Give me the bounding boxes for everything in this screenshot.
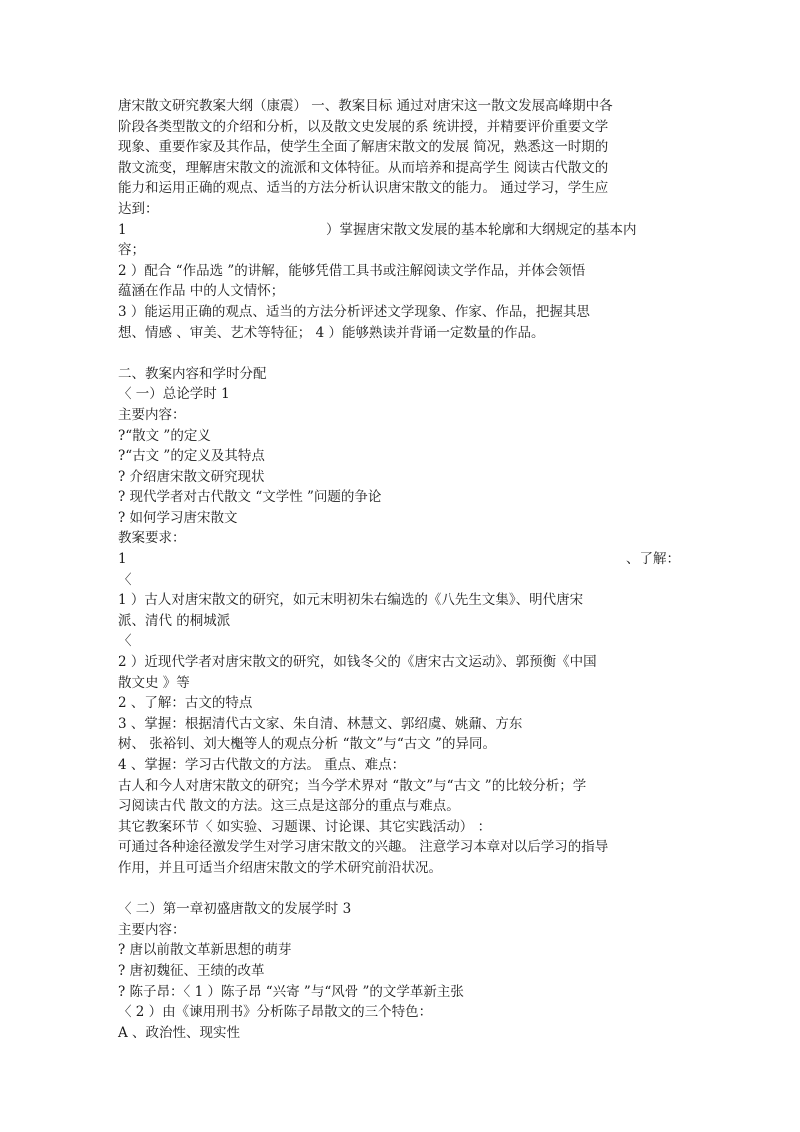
text-line: 〈 (118, 571, 132, 588)
blank-line (118, 343, 680, 364)
text-line: A 、政治性、现实性 (118, 1024, 241, 1041)
text-line: 能力和运用正确的观点、适当的方法分析认识唐宋散文的能力。 通过学习，学生应 (118, 180, 609, 197)
goals-list (118, 220, 680, 344)
text-line: 派、清代 的桐城派 (118, 612, 231, 629)
text-line: 可通过各种途径激发学生对学习唐宋散文的兴趣。 注意学习本章对以后学习的指导 (118, 839, 609, 856)
section-heading: 二、教案内容和学时分配 (118, 365, 267, 382)
text-line: 教案要求： (118, 530, 186, 547)
text-line: 阶段各类型散文的介绍和分析，以及散文史发展的系 统讲授，并精要评价重要文学 (118, 118, 609, 135)
requirement-1-line (118, 549, 680, 570)
text-line: 达到： (118, 200, 159, 217)
text-line: 1 ）古人对唐宋散文的研究，如元末明初朱右编选的《八先生文集》、明代唐宋 (118, 592, 584, 609)
text-line: 容； (118, 242, 145, 259)
text-line: 树、 张裕钊、刘大櫆等人的观点分析 “散文”与“古文 ”的异同。 (118, 736, 496, 753)
list-item: ? 如何学习唐宋散文 (118, 509, 238, 526)
text-line: 4 、掌握：学习古代散文的方法。 重点、难点： (118, 757, 406, 773)
blank-line (118, 879, 680, 900)
goal-1-text: ）掌握唐宋散文发展的基本轮廓和大纲规定的基本内 (326, 221, 637, 238)
text-line: 主要内容： (118, 921, 186, 938)
list-item: ?“古文 ”的定义及其特点 (118, 448, 265, 465)
text-line: 散文史 》等 (118, 674, 190, 691)
list-item: ?“散文 ”的定义 (118, 427, 211, 444)
text-line: 唐宋散文研究教案大纲（康震） 一、教案目标 通过对唐宋这一散文发展高峰期中各 (118, 98, 613, 114)
document-page (118, 96, 680, 1043)
requirement-1-number: 1 (118, 551, 127, 568)
goal-1-number: 1 (118, 221, 127, 238)
text-line: 作用，并且可适当介绍唐宋散文的学术研究前沿状况。 (118, 859, 442, 876)
chapter-1-section (118, 899, 680, 1043)
text-line: 2 ）近现代学者对唐宋散文的研究，如钱冬父的《唐宋古文运动》、郭预衡《中国 (118, 654, 597, 671)
chapter-heading: 〈 二）第一章初盛唐散文的发展学时 3 (118, 901, 352, 918)
text-line: 散文流变，理解唐宋散文的流派和文体特征。从而培养和提高学生 阅读古代散文的 (118, 159, 609, 176)
text-line: 3 ）能运用正确的观点、适当的方法分析评述文学现象、作家、作品，把握其思 (118, 303, 590, 320)
list-item: ? 唐以前散文革新思想的萌芽 (118, 942, 292, 959)
text-line: 蕴涵在作品 中的人文情怀； (118, 283, 285, 300)
list-item: ? 现代学者对古代散文 “文学性 ”问题的争论 (118, 489, 382, 506)
text-line: 〈 一）总论学时 1 (118, 386, 230, 403)
text-line: 2 、了解：古文的特点 (118, 695, 253, 712)
text-line: 现象、重要作家及其作品，使学生全面了解唐宋散文的发展 简况，熟悉这一时期的 (118, 139, 609, 156)
list-item: ? 陈子昂：〈 1 ）陈子昂 “兴寄 ”与“风骨 ”的文学革新主张 (118, 983, 464, 1000)
text-line: 2 ）配合 “作品选 ”的讲解，能够凭借工具书或注解阅读文学作品，并体会领悟 (118, 262, 586, 279)
text-line: 古人和今人对唐宋散文的研究；当今学术界对 “散文”与“古文 ”的比较分析；学 (118, 777, 587, 794)
text-line: 想、情感 、审美、艺术等特征； 4 ）能够熟读并背诵一定数量的作品。 (118, 324, 545, 341)
text-line: 〈 2 ）由《谏用刑书》分析陈子昂散文的三个特色： (118, 1004, 433, 1021)
section-2 (118, 364, 680, 879)
list-item: ? 介绍唐宋散文研究现状 (118, 468, 265, 485)
text-line: 习阅读古代 散文的方法。这三点是这部分的重点与难点。 (118, 798, 460, 815)
goal-1-line (118, 220, 680, 241)
requirement-1-text: 、了解： (626, 551, 680, 568)
text-line: 其它教案环节〈 如实验、习题课、讨论课、其它实践活动） ： (118, 818, 492, 835)
intro-paragraph (118, 96, 680, 220)
text-line: 3 、掌握：根据清代古文家、朱自清、林慧文、郭绍虞、姚鼐、方东 (118, 715, 523, 732)
list-item: ? 唐初魏征、王绩的改革 (118, 962, 265, 979)
text-line: 主要内容： (118, 406, 186, 423)
text-line: 〈 (118, 633, 132, 650)
